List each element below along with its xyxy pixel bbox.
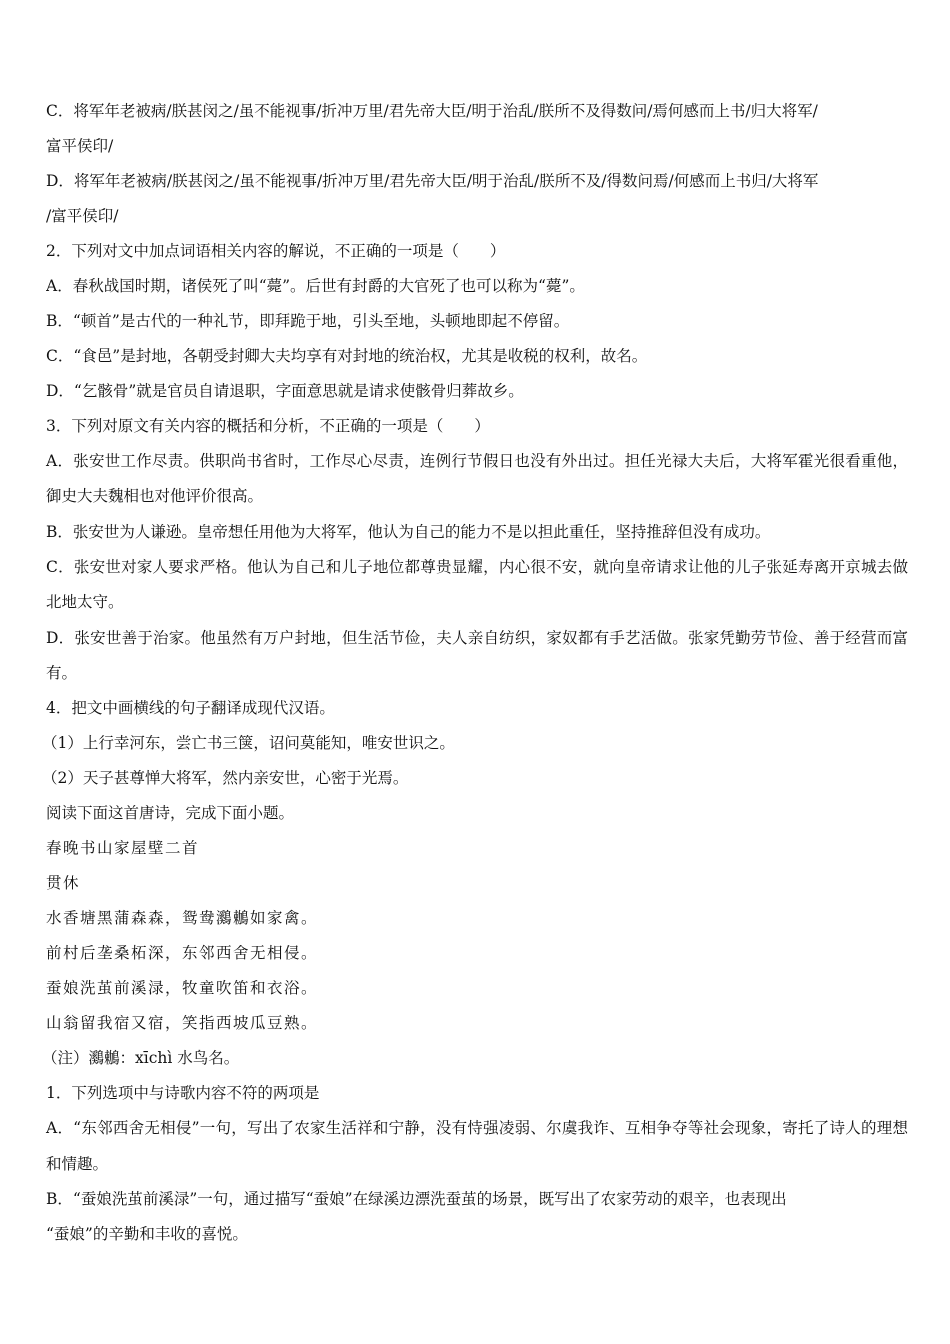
- question-2-option-a: A．春秋战国时期，诸侯死了叫“薨”。后世有封爵的大官死了也可以称为“薨”。: [46, 277, 585, 295]
- question-3: 3．下列对原文有关内容的概括和分析，不正确的一项是（ ）: [46, 417, 490, 435]
- option-d-line-2: /富平侯印/: [46, 207, 119, 225]
- document-page: [42, 94, 908, 1252]
- question-4-item-1: （1）上行幸河东，尝亡书三箧，诏问莫能知，唯安世识之。: [42, 734, 455, 753]
- poem-question-1-option-b-line-2: “蚕娘”的辛勤和丰收的喜悦。: [46, 1225, 248, 1244]
- question-3-option-b: B．张安世为人谦逊。皇帝想任用他为大将军，他认为自己的能力不是以担此重任，坚持推辞但没有成功。: [46, 522, 771, 541]
- reading-intro: 阅读下面这首唐诗，完成下面小题。: [46, 804, 295, 823]
- poem-line-4: 山翁留我宿又宿，笑指西坡瓜豆熟。: [46, 1014, 319, 1033]
- poem-question-1: 1．下列选项中与诗歌内容不符的两项是: [46, 1084, 320, 1103]
- poem-line-2: 前村后垄桑柘深，东邻西舍无相侵。: [46, 944, 319, 963]
- option-c-line-1: C．将军年老被病/朕甚闵之/虽不能视事/折冲万里/君先帝大臣/明于治乱/朕所不及得数问/焉何感而上书/归大将军/: [46, 102, 818, 120]
- poem-block: [46, 831, 908, 1041]
- question-2: 2．下列对文中加点词语相关内容的解说，不正确的一项是（ ）: [46, 242, 506, 260]
- poem-line-1: 水香塘黑蒲森森，鸳鸯鸂鶒如家禽。: [46, 909, 319, 928]
- question-2-option-c: C．“食邑”是封地，各朝受封卿大夫均享有对封地的统治权，尤其是收税的权利，故名。: [46, 347, 648, 365]
- question-4-item-2: （2）天子甚尊惮大将军，然内亲安世，心密于光焉。: [42, 769, 409, 788]
- question-2-option-b: B．“顿首”是古代的一种礼节，即拜跪于地，引头至地，头顿地即起不停留。: [46, 312, 570, 330]
- question-3-option-d: D．张安世善于治家。他虽然有万户封地，但生活节俭，夫人亲自纺织，家奴都有手艺活做。张家凭勤劳节俭、善于经营而富有。: [46, 628, 908, 683]
- question-3-option-a: A．张安世工作尽责。供职尚书省时，工作尽心尽责，连例行节假日也没有外出过。担任光禄大夫后，大将军霍光很看重他，御史大夫魏相也对他评价很高。: [46, 452, 908, 506]
- question-4: 4．把文中画横线的句子翻译成现代汉语。: [46, 699, 335, 718]
- poem-author: 贯休: [46, 874, 81, 893]
- question-2-option-d: D．“乞骸骨”就是官员自请退职，字面意思就是请求使骸骨归葬故乡。: [46, 382, 524, 400]
- poem-question-1-option-b-line-1: B．“蚕娘洗茧前溪渌”一句，通过描写“蚕娘”在绿溪边漂洗蚕茧的场景，既写出了农家劳动的艰辛，也表现出: [46, 1190, 787, 1209]
- poem-question-1-option-a: A．“东邻西舍无相侵”一句，写出了农家生活祥和宁静，没有恃强凌弱、尔虞我诈、互相争夺等社会现象，寄托了诗人的理想和情趣。: [46, 1119, 908, 1173]
- poem-line-3: 蚕娘洗茧前溪渌，牧童吹笛和衣浴。: [46, 979, 319, 998]
- option-d-line-1: D．将军年老被病/朕甚闵之/虽不能视事/折冲万里/君先帝大臣/明于治乱/朕所不及/得数问焉/何感而上书归/大将军: [46, 172, 819, 190]
- poem-note: （注）鸂鶒：xīchì 水鸟名。: [42, 1049, 240, 1068]
- question-3-option-c: C．张安世对家人要求严格。他认为自己和儿子地位都尊贵显耀，内心很不安，就向皇帝请求让他的儿子张延寿离开京城去做北地太守。: [46, 557, 908, 612]
- option-c-line-2: 富平侯印/: [46, 137, 114, 155]
- poem-title: 春晚书山家屋壁二首: [46, 839, 200, 858]
